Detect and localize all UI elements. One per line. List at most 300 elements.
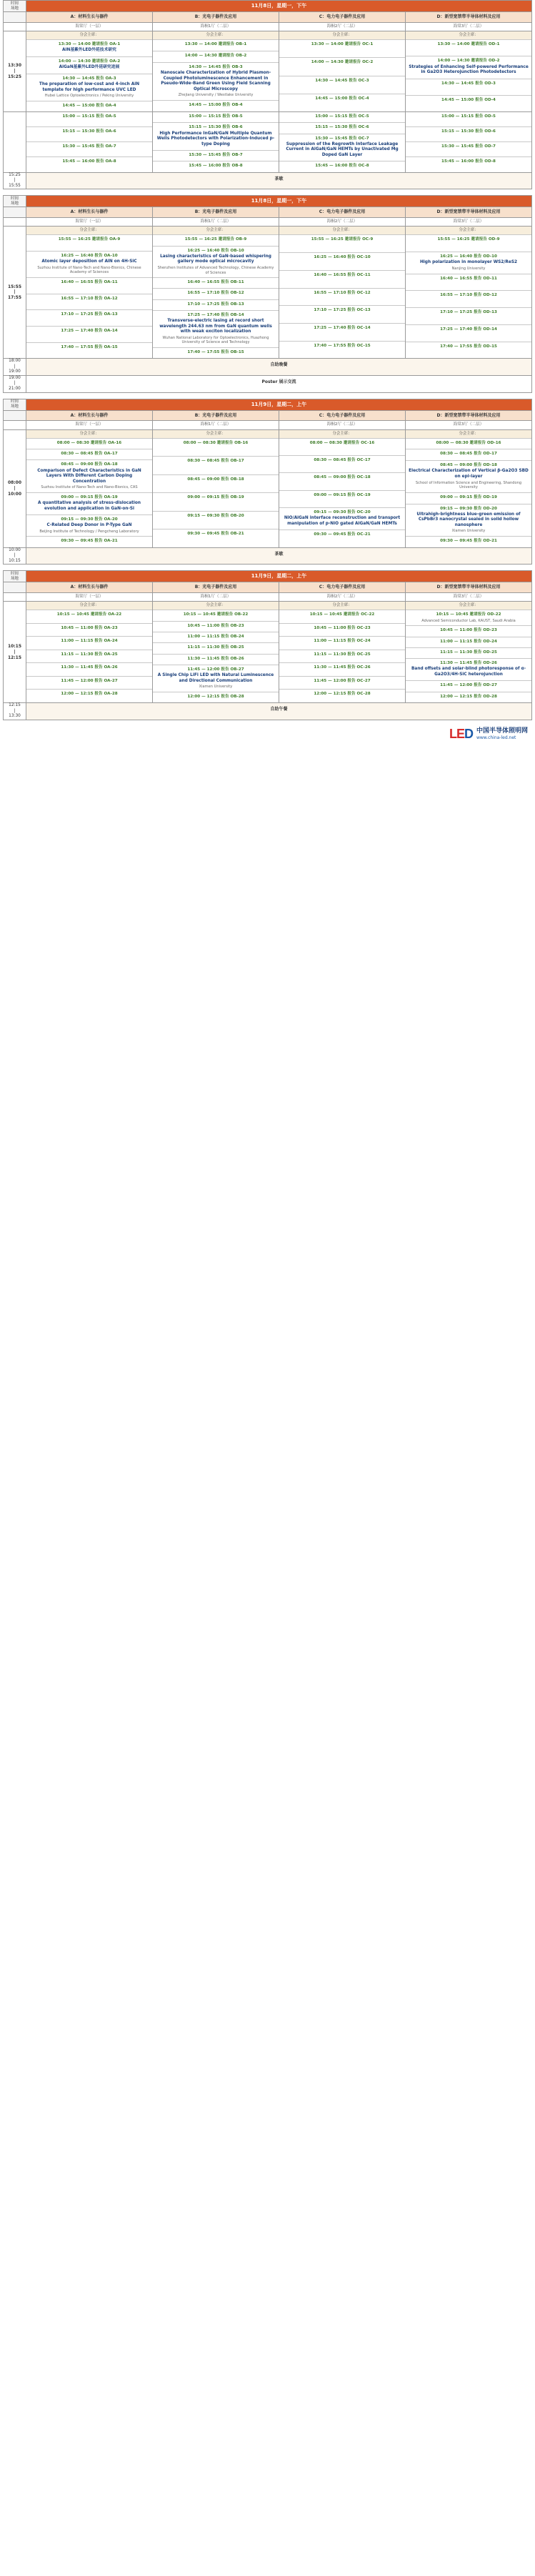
session-chair: 分会主席： [153, 31, 279, 40]
talk-slot[interactable] [406, 681, 531, 692]
talk-affiliation: Suzhou Institute of Nano-Tech and Nano-Bionics, CAS [41, 485, 138, 490]
brand-name: 中国半导体照明网 [476, 727, 528, 735]
talk-time: 14:00 — 14:30 邀请报告 OD-2 [437, 59, 500, 64]
day-date: 11月8日，星期一，下午 [26, 196, 531, 207]
talk-time: 17:25 — 17:40 报告 OD-14 [440, 327, 497, 332]
track-column [406, 112, 531, 172]
talk-slot[interactable] [279, 663, 405, 677]
talk-time: 15:55 — 16:25 邀请报告 OB-9 [184, 237, 247, 242]
talk-slot[interactable] [153, 529, 279, 547]
talk-slot[interactable] [279, 94, 405, 111]
talk-time: 14:30 — 14:45 报告 OA-3 [62, 76, 116, 81]
talk-slot[interactable] [153, 512, 279, 530]
talk-slot[interactable] [406, 308, 531, 325]
break-time: 18:00 | 19:00 [4, 359, 26, 375]
track-spacer [4, 411, 26, 421]
talk-slot[interactable] [279, 235, 405, 253]
talk-slot[interactable] [153, 289, 279, 299]
talk-affiliation: Nanjing University [451, 266, 486, 271]
talk-slot[interactable] [26, 40, 152, 57]
talk-slot[interactable] [26, 74, 152, 101]
talk-slot[interactable] [153, 475, 279, 494]
talk-slot[interactable] [279, 491, 405, 508]
talk-slot[interactable] [153, 51, 279, 63]
talk-slot[interactable] [406, 56, 531, 79]
talk-slot[interactable] [153, 278, 279, 289]
track-title: B：光电子器件及应用 [153, 207, 279, 217]
talk-time: 15:45 — 16:00 报告 OA-8 [62, 159, 116, 164]
talk-slot[interactable] [406, 504, 531, 537]
session-chair: 分会主席： [153, 227, 279, 235]
talk-slot[interactable] [153, 632, 279, 643]
talk-time: 09:00 — 09:15 报告 OB-19 [187, 495, 244, 500]
logo-mark-icon: LED [449, 726, 473, 741]
room-spacer [4, 218, 26, 226]
day-header [4, 399, 531, 411]
talk-slot[interactable] [26, 252, 152, 278]
talk-slot[interactable] [26, 278, 152, 294]
talk-slot[interactable] [153, 610, 279, 621]
talk-slot[interactable] [26, 515, 152, 537]
track-column [153, 112, 279, 172]
talk-slot[interactable] [406, 637, 531, 648]
session-chair: 分会主席： [279, 602, 405, 610]
talk-time: 11:15 — 11:30 报告 OB-25 [187, 645, 244, 650]
talk-slot[interactable] [406, 692, 531, 702]
talk-time: 15:00 — 15:15 报告 OC-5 [315, 114, 369, 119]
talk-time: 17:25 — 17:40 报告 OB-14 [187, 313, 244, 317]
session-chair: 分会主席： [153, 430, 279, 439]
day-header [4, 571, 531, 582]
talk-slot[interactable] [26, 537, 152, 547]
talk-slot[interactable] [406, 79, 531, 96]
talk-slot[interactable] [26, 57, 152, 74]
talk-slot[interactable] [153, 112, 279, 123]
talk-slot[interactable] [153, 457, 279, 475]
room-name: 海桐1厅（二层） [153, 218, 279, 226]
talk-time: 11:15 — 11:30 报告 OC-25 [314, 652, 371, 657]
talk-time: 15:15 — 15:30 报告 OA-6 [62, 129, 116, 134]
talk-time: 15:55 — 16:25 邀请报告 OA-9 [58, 237, 121, 242]
room-spacer [4, 593, 26, 601]
talk-time: 15:45 — 16:00 报告 OD-8 [441, 159, 496, 164]
talk-slot[interactable] [406, 157, 531, 171]
talk-title: Strategies of Enhancing Self-powered Performance in Ga2O3 Heterojunction Photodetectors [409, 64, 529, 75]
talk-slot[interactable] [406, 235, 531, 252]
track-title: C：电力电子器件及应用 [279, 411, 406, 421]
room-name: 海桐2厅（二层） [279, 218, 406, 226]
talk-slot[interactable] [279, 112, 405, 123]
talk-slot[interactable] [279, 324, 405, 342]
talk-slot[interactable] [279, 123, 405, 134]
talk-time: 15:00 — 15:15 报告 OA-5 [62, 114, 116, 119]
talk-slot[interactable] [279, 530, 405, 547]
talk-slot[interactable] [279, 40, 405, 58]
talk-slot[interactable] [153, 439, 279, 457]
talk-affiliation: School of Information Science and Engineering, Shandong University [415, 480, 522, 490]
site-logo[interactable] [449, 726, 528, 742]
poster-band [4, 375, 531, 392]
talk-title: Nanoscale Characterization of Hybrid Plasmon-Coupled Photoluminescence Enhancement in Pseudo-Wide-Band Green Using Field Scanning Optical Microscopy [160, 71, 271, 91]
talk-time: 09:00 — 09:15 报告 OC-19 [314, 492, 371, 497]
talk-time: 11:15 — 11:30 报告 OD-25 [440, 650, 497, 655]
talk-slot[interactable] [26, 294, 152, 311]
talk-time: 17:25 — 17:40 报告 OC-14 [314, 325, 371, 330]
talk-time: 08:45 — 09:00 报告 OB-18 [187, 477, 244, 482]
talk-slot[interactable] [406, 274, 531, 292]
track-spacer [4, 12, 26, 22]
talk-slot[interactable] [406, 461, 531, 493]
talk-time: 10:45 — 11:00 报告 OC-23 [314, 625, 371, 630]
talk-slot[interactable] [279, 637, 405, 650]
talk-slot[interactable] [26, 235, 152, 252]
talk-time: 10:15 — 10:45 邀请报告 OC-22 [309, 612, 375, 617]
track-title: C：电力电子器件及应用 [279, 207, 406, 217]
track-column [153, 227, 279, 358]
talk-time: 09:15 — 09:30 报告 OA-20 [61, 517, 118, 522]
talk-time: 17:10 — 17:25 报告 OD-13 [440, 310, 497, 315]
talk-time: 12:00 — 12:15 报告 OD-28 [440, 694, 497, 699]
talk-time: 15:45 — 16:00 报告 OB-8 [189, 164, 243, 169]
block-gap [0, 393, 535, 399]
track-title: D：新型宽禁带半导体材料及应用 [406, 12, 531, 22]
talk-time: 11:00 — 11:15 报告 OC-24 [314, 639, 371, 644]
day-block [3, 399, 532, 565]
talk-slot[interactable] [279, 253, 405, 271]
break-label: Poster 展示交流 [26, 376, 531, 392]
talk-slot[interactable] [26, 449, 152, 460]
talk-affiliation: Shenzhen Institutes of Advanced Technology, Chinese Academy of Sciences [157, 265, 274, 275]
day-header [4, 196, 531, 207]
talk-slot[interactable] [153, 300, 279, 311]
talk-time: 10:15 — 10:45 邀请报告 OA-22 [56, 612, 122, 617]
talk-slot[interactable] [26, 493, 152, 515]
talk-slot[interactable] [406, 96, 531, 111]
talk-slot[interactable] [153, 665, 279, 692]
day-header [4, 1, 531, 12]
break-band [4, 547, 531, 565]
track-column [406, 31, 531, 111]
talk-slot[interactable] [26, 101, 152, 111]
track-title: A：材料生长与器件 [26, 582, 153, 592]
talk-time: 08:45 — 09:00 报告 OD-18 [440, 463, 497, 468]
talk-slot[interactable] [279, 473, 405, 490]
talk-slot[interactable] [279, 289, 405, 307]
talk-slot[interactable] [279, 161, 405, 171]
talk-time: 16:25 — 16:40 报告 OA-10 [61, 254, 118, 259]
session-chair: 分会主席： [406, 31, 531, 40]
talk-title: Atomic layer deposition of AlN on 4H-SiC [41, 259, 137, 264]
talk-time: 17:40 — 17:55 报告 OC-15 [314, 343, 371, 348]
talk-time: 11:45 — 12:00 报告 OA-27 [61, 678, 118, 683]
program-page [0, 0, 535, 720]
talk-time: 16:40 — 16:55 报告 OD-11 [440, 276, 497, 281]
talk-slot[interactable] [406, 610, 531, 626]
talk-time: 14:00 — 14:30 邀请报告 OA-2 [58, 59, 121, 64]
talk-slot[interactable] [153, 235, 279, 246]
session-chair: 分会主席： [26, 227, 152, 235]
session-body [4, 31, 531, 111]
talk-time: 11:45 — 12:00 报告 OC-27 [314, 678, 371, 683]
talk-slot[interactable] [279, 58, 405, 76]
room-row [4, 23, 531, 31]
talk-time: 14:30 — 14:45 报告 OB-3 [189, 65, 243, 70]
track-column [279, 602, 406, 702]
talk-time: 16:25 — 16:40 报告 OC-10 [314, 255, 371, 260]
day-block [3, 570, 532, 720]
talk-time: 14:45 — 15:00 报告 OD-4 [441, 97, 496, 102]
talk-slot[interactable] [279, 650, 405, 664]
talk-slot[interactable] [26, 310, 152, 327]
talk-time: 15:45 — 16:00 报告 OC-8 [315, 164, 369, 169]
talk-slot[interactable] [406, 439, 531, 450]
block-gap [0, 565, 535, 570]
day-block [3, 0, 532, 189]
session-body [4, 111, 531, 172]
room-spacer [4, 421, 26, 429]
talk-time: 14:00 — 14:30 邀请报告 OB-2 [184, 54, 247, 59]
talk-slot[interactable] [279, 610, 405, 624]
track-spacer [4, 207, 26, 217]
session-chair: 分会主席： [279, 430, 405, 439]
talk-time: 11:30 — 11:45 报告 OB-26 [187, 656, 244, 661]
talk-slot[interactable] [26, 610, 152, 624]
talk-slot[interactable] [153, 101, 279, 111]
talk-time: 14:45 — 15:00 报告 OC-4 [315, 96, 369, 101]
time-room-label: 时间 场地 [4, 1, 26, 11]
room-name: 海桐2厅（二层） [279, 23, 406, 31]
track-title: B：光电子器件及应用 [153, 411, 279, 421]
talk-slot[interactable] [279, 306, 405, 324]
talk-slot[interactable] [406, 112, 531, 127]
talk-time: 15:15 — 15:30 报告 OD-6 [441, 129, 496, 134]
talk-slot[interactable] [26, 343, 152, 359]
talk-slot[interactable] [26, 690, 152, 702]
talk-time: 11:00 — 11:15 报告 OD-24 [440, 639, 497, 644]
track-header-row [4, 12, 531, 23]
session-chair: 分会主席： [26, 430, 152, 439]
talk-time: 12:00 — 12:15 报告 OA-28 [61, 692, 118, 697]
talk-time: 08:30 — 08:45 报告 OB-17 [187, 459, 244, 464]
track-column [406, 602, 531, 702]
talk-slot[interactable] [279, 271, 405, 289]
room-row [4, 218, 531, 227]
talk-time: 15:15 — 15:30 报告 OC-6 [315, 125, 369, 130]
track-header-row [4, 207, 531, 218]
talk-time: 16:55 — 17:10 报告 OD-12 [440, 293, 497, 298]
break-time: 12:15 | 13:30 [4, 703, 26, 720]
talk-time: 08:45 — 09:00 报告 OC-18 [314, 475, 371, 480]
talk-slot[interactable] [153, 247, 279, 279]
track-title: D：新型宽禁带半导体材料及应用 [406, 582, 531, 592]
day-date: 11月9日，星期二，上午 [26, 399, 531, 410]
session-time: 15:55 | 17:55 [4, 227, 26, 358]
track-title: A：材料生长与器件 [26, 207, 153, 217]
room-row [4, 421, 531, 429]
talk-slot[interactable] [26, 637, 152, 650]
talk-slot[interactable] [406, 626, 531, 637]
room-name: 海桐1厅（二层） [153, 421, 279, 429]
talk-title: Ultrahigh-brightness blue-green emission of CsPbBr3 nanocrystal sealed in solid hollow nanosphere [416, 512, 521, 527]
talk-slot[interactable] [406, 252, 531, 274]
talk-slot[interactable] [406, 659, 531, 681]
talk-title: Lasing characteristics of GaN-based whispering gallery mode optical microcavity [160, 254, 271, 264]
talk-slot[interactable] [406, 325, 531, 342]
talk-time: 09:15 — 09:30 报告 OB-20 [187, 513, 244, 518]
talk-slot[interactable] [406, 648, 531, 659]
talk-slot[interactable] [406, 127, 531, 142]
talk-slot[interactable] [406, 142, 531, 157]
talk-slot[interactable] [26, 127, 152, 142]
talk-time: 10:45 — 11:00 报告 OB-23 [187, 623, 244, 628]
track-column [26, 227, 153, 358]
talk-slot[interactable] [153, 692, 279, 702]
break-label: 茶歇 [26, 548, 531, 565]
talk-slot[interactable] [279, 690, 405, 702]
talk-title: Suppression of the Regrowth Interface Leakage Current in AlGaN/GaN HEMTs by Unactivated Mg Doped GaN Layer [286, 141, 399, 157]
talk-slot[interactable] [26, 663, 152, 677]
talk-time: 16:55 — 17:10 报告 OC-12 [314, 290, 371, 295]
talk-time: 15:30 — 15:45 报告 OD-7 [441, 144, 496, 149]
talk-affiliation: Xiamen University [199, 685, 233, 690]
talk-time: 14:30 — 14:45 报告 OC-3 [315, 78, 369, 83]
talk-time: 17:10 — 17:25 报告 OA-13 [61, 312, 118, 317]
talk-time: 08:45 — 09:00 报告 OA-18 [61, 462, 118, 467]
track-title: B：光电子器件及应用 [153, 582, 279, 592]
session-time: 08:00 | 10:00 [4, 430, 26, 547]
track-header-row [4, 582, 531, 593]
talk-time: 09:30 — 09:45 报告 OC-21 [314, 532, 371, 537]
talk-slot[interactable] [406, 493, 531, 504]
room-name: 海棠厅（一层） [26, 593, 153, 601]
talk-slot[interactable] [26, 624, 152, 637]
talk-title: Transverse-electric lasing at record short wavelength 244.63 nm from GaN quantum wells with weak exciton localization [159, 319, 272, 334]
talk-time: 09:30 — 09:45 报告 OA-21 [61, 539, 118, 544]
talk-slot[interactable] [406, 537, 531, 547]
track-title: C：电力电子器件及应用 [279, 12, 406, 22]
break-label: 自助午餐 [26, 703, 531, 720]
talk-slot[interactable] [406, 449, 531, 461]
talk-slot[interactable] [153, 493, 279, 512]
talk-title: High polarization in monolayer WS2/ReS2 [419, 260, 518, 265]
talk-time: 13:30 — 14:00 邀请报告 OD-1 [437, 42, 500, 47]
talk-slot[interactable] [406, 291, 531, 308]
talk-slot[interactable] [279, 76, 405, 94]
talk-slot[interactable] [279, 677, 405, 690]
talk-slot[interactable] [153, 63, 279, 101]
talk-slot[interactable] [153, 161, 279, 171]
talk-title: Comparison of Defect Characteristics in GaN Layers With Different Carbon Doping Concentration [37, 468, 141, 484]
talk-affiliation: Xiamen University [451, 529, 486, 534]
talk-slot[interactable] [153, 348, 279, 358]
track-column [153, 31, 279, 111]
talk-time: 11:00 — 11:15 报告 OA-24 [61, 639, 118, 644]
talk-time: 15:30 — 15:45 报告 OA-7 [62, 144, 116, 149]
talk-slot[interactable] [153, 643, 279, 654]
talk-slot[interactable] [153, 123, 279, 151]
talk-slot[interactable] [26, 460, 152, 492]
talk-slot[interactable] [153, 655, 279, 665]
talk-time: 15:30 — 15:45 报告 OC-7 [315, 136, 369, 141]
talk-slot[interactable] [26, 650, 152, 664]
session-chair: 分会主席： [406, 430, 531, 439]
talk-time: 09:15 — 09:30 报告 OC-20 [314, 510, 371, 515]
session-body [4, 227, 531, 358]
session-time: 13:30 | 15:25 [4, 31, 26, 111]
session-body [4, 430, 531, 547]
room-name: 海棠3厅（二层） [453, 422, 484, 427]
day-date: 11月8日，星期一，下午 [26, 1, 531, 11]
talk-time: 17:10 — 17:25 报告 OC-13 [314, 308, 371, 313]
talk-affiliation: Hubei Lattice Optoelectronics / Peking University [44, 94, 134, 99]
talk-title: AlN基紫外LED外延技术研究 [62, 48, 116, 53]
talk-slot[interactable] [26, 157, 152, 171]
talk-slot[interactable] [26, 142, 152, 157]
talk-slot[interactable] [26, 112, 152, 127]
break-time: 19:00 | 21:00 [4, 376, 26, 392]
break-label: 自助晚餐 [26, 359, 531, 375]
talk-time: 14:30 — 14:45 报告 OD-3 [441, 81, 496, 86]
talk-slot[interactable] [153, 311, 279, 348]
talk-title: NiO/AlGaN interface reconstruction and transport manipulation of p-NiO gated AlGaN/GaN HEMTs [284, 516, 401, 526]
session-chair: 分会主席： [406, 227, 531, 235]
talk-slot[interactable] [153, 40, 279, 51]
talk-slot[interactable] [406, 342, 531, 359]
talk-time: 16:40 — 16:55 报告 OB-11 [187, 280, 244, 285]
room-name: 海棠厅（一层） [26, 421, 153, 429]
talk-title: Electrical Characterization of Vertical β-Ga2O3 SBD on epi-layer [409, 469, 529, 479]
room-name: 海棠3厅（二层） [453, 595, 484, 600]
talk-time: 17:25 — 17:40 报告 OA-14 [61, 329, 118, 334]
break-time: 15:25 | 15:55 [4, 173, 26, 189]
track-title: A：材料生长与器件 [26, 12, 153, 22]
talk-time: 11:45 — 12:00 报告 OD-27 [440, 683, 497, 688]
track-title: C：电力电子器件及应用 [279, 582, 406, 592]
talk-time: 09:00 — 09:15 报告 OD-19 [440, 494, 497, 499]
talk-slot[interactable] [279, 456, 405, 473]
talk-time: 11:45 — 12:00 报告 OB-27 [187, 667, 244, 672]
session-chair: 分会主席： [406, 602, 531, 610]
talk-time: 13:30 — 14:00 邀请报告 OA-1 [58, 42, 121, 47]
talk-slot[interactable] [153, 151, 279, 161]
talk-time: 11:30 — 11:45 报告 OC-26 [314, 665, 371, 670]
talk-time: 17:10 — 17:25 报告 OB-13 [187, 302, 244, 307]
talk-time: 17:40 — 17:55 报告 OA-15 [61, 344, 118, 349]
talk-title: The preparation of low-cost and 4-inch AlN template for high performance UVC LED [39, 82, 140, 92]
talk-slot[interactable] [279, 624, 405, 637]
talk-slot[interactable] [279, 508, 405, 530]
talk-slot[interactable] [279, 342, 405, 359]
talk-time: 15:00 — 15:15 报告 OD-5 [441, 114, 496, 119]
talk-slot[interactable] [26, 439, 152, 449]
talk-slot[interactable] [26, 677, 152, 690]
talk-slot[interactable] [279, 134, 405, 162]
talk-time: 17:40 — 17:55 报告 OD-15 [440, 344, 497, 349]
talk-slot[interactable] [406, 40, 531, 56]
talk-affiliation: Wuhan National Laboratory for Optoelectronics, Huazhong University of Science and Technology [162, 335, 269, 345]
session-body [4, 602, 531, 702]
talk-slot[interactable] [279, 439, 405, 456]
talk-time: 16:40 — 16:55 报告 OC-11 [314, 272, 371, 277]
talk-time: 10:45 — 11:00 报告 OD-23 [440, 628, 497, 633]
talk-slot[interactable] [26, 327, 152, 343]
talk-time: 08:00 — 08:30 邀请报告 OD-16 [436, 440, 501, 445]
track-column [153, 430, 279, 547]
talk-time: 10:15 — 10:45 邀请报告 OD-22 [436, 612, 501, 617]
talk-time: 16:40 — 16:55 报告 OA-11 [61, 280, 118, 285]
talk-time: 14:45 — 15:00 报告 OA-4 [62, 103, 116, 108]
talk-slot[interactable] [153, 622, 279, 632]
